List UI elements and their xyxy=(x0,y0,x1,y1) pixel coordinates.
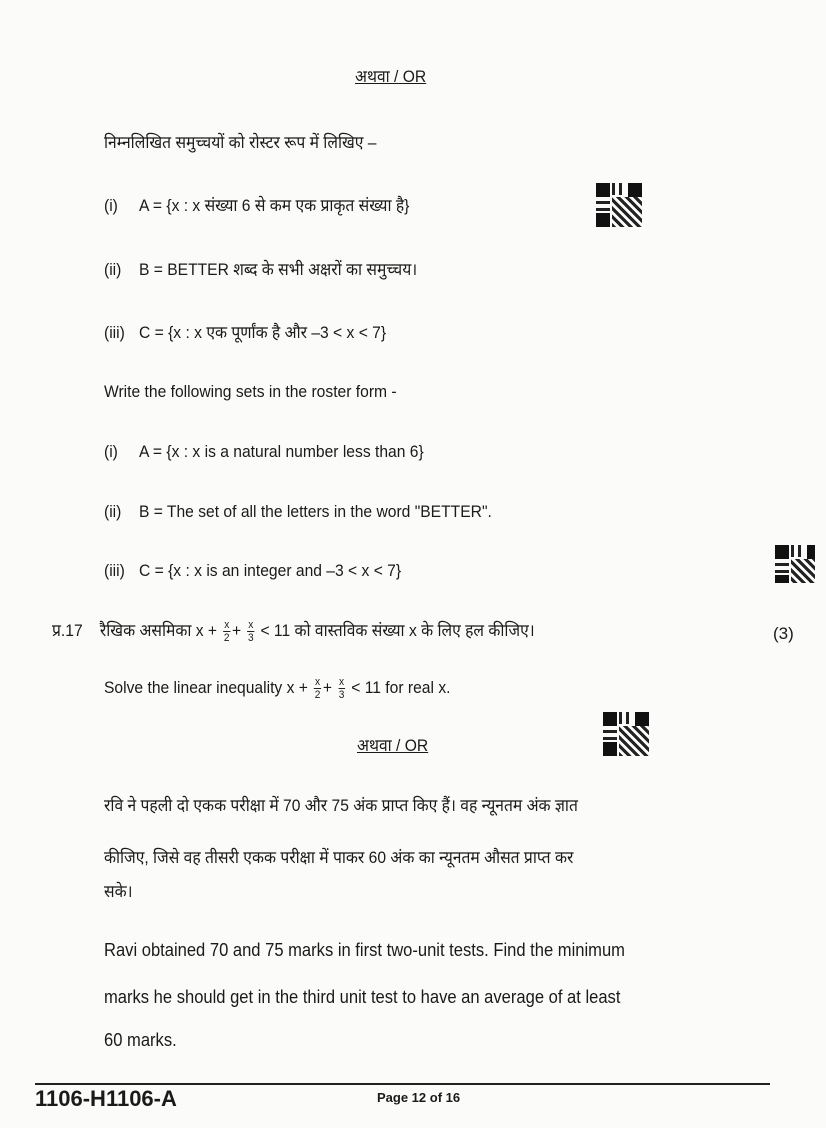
english-item xyxy=(104,442,424,462)
item-number: (iii) xyxy=(104,561,125,580)
page-number: Page 12 of 16 xyxy=(377,1090,461,1105)
footer-divider xyxy=(35,1083,770,1085)
numerator: x xyxy=(248,619,254,632)
question-number: प्र.17 xyxy=(52,621,83,640)
item-text: A = {x : x संख्या 6 से कम एक प्राकृत संख्या है} xyxy=(138,196,410,215)
hindi-item xyxy=(104,320,386,343)
qr-code xyxy=(603,712,649,756)
q17-hindi-text: < 11 को वास्तविक संख्या x के लिए हल कीजिए। xyxy=(260,621,535,640)
fraction xyxy=(314,676,321,701)
fraction xyxy=(338,676,345,701)
denominator: 3 xyxy=(338,689,345,701)
item-number: (i) xyxy=(104,196,118,215)
denominator: 3 xyxy=(247,632,254,645)
item-number: (i) xyxy=(104,442,118,461)
english-intro: Write the following sets in the roster form - xyxy=(104,382,397,401)
item-number: (iii) xyxy=(104,323,125,342)
ravi-hindi-line: कीजिए, जिसे वह तीसरी एकक परीक्षा में पाकर 60 अंक का न्यूनतम औसत प्राप्त कर xyxy=(104,848,574,867)
or-heading: अथवा / OR xyxy=(357,736,429,755)
numerator: x xyxy=(224,619,230,632)
item-text: A = {x : x is a natural number less than 6} xyxy=(138,442,424,461)
q17-hindi-text: रैखिक असमिका x + xyxy=(99,621,218,640)
ravi-hindi-line: रवि ने पहली दो एकक परीक्षा में 70 और 75 अंक प्राप्त किए हैं। वह न्यूनतम अंक ज्ञात xyxy=(104,796,578,815)
question-17-english: Solve the linear inequality x + $\frac{x}{2}$ + $\frac{x}{3}$ < 11 for real x. xyxy=(104,676,451,701)
question-17-hindi: प्र.17 रैखिक असमिका x + $\frac{x}{2}$ + $\frac{x}{3}$ < 11 को वास्तविक संख्या x के लिए हल कीजिए। xyxy=(52,619,535,645)
marks-label: (3) xyxy=(773,624,794,643)
denominator: 2 xyxy=(223,632,230,645)
item-text: C = {x : x एक पूर्णांक है और –3 < x < 7} xyxy=(138,323,387,342)
fraction xyxy=(223,619,230,644)
item-text: B = BETTER शब्द के सभी अक्षरों का समुच्चय। xyxy=(138,260,418,279)
q17-english-text: Solve the linear inequality x + xyxy=(104,677,308,697)
numerator: x xyxy=(314,676,321,688)
or-heading: अथवा / OR xyxy=(355,67,427,86)
item-text: B = The set of all the letters in the word "BETTER". xyxy=(138,502,492,521)
english-item xyxy=(104,502,492,522)
ravi-english-line: 60 marks. xyxy=(104,1030,177,1050)
hindi-intro: निम्नलिखित समुच्चयों को रोस्टर रूप में लिखिए – xyxy=(104,133,377,152)
item-number: (ii) xyxy=(104,260,122,279)
item-number: (ii) xyxy=(104,502,122,521)
denominator: 2 xyxy=(314,689,321,701)
ravi-english-line: Ravi obtained 70 and 75 marks in first two-unit tests. Find the minimum xyxy=(104,940,625,960)
fraction xyxy=(247,619,254,644)
qr-code xyxy=(596,183,642,227)
qr-code xyxy=(775,545,815,583)
hindi-item xyxy=(104,257,417,280)
numerator: x xyxy=(339,676,345,688)
item-text: C = {x : x is an integer and –3 < x < 7} xyxy=(138,561,402,580)
ravi-english-line: marks he should get in the third unit test to have an average of at least xyxy=(104,987,621,1007)
hindi-item xyxy=(104,193,409,216)
q17-english-text: < 11 for real x. xyxy=(351,677,451,697)
english-item xyxy=(104,561,401,581)
ravi-hindi-line: सके। xyxy=(104,882,133,901)
paper-code: 1106-H1106-A xyxy=(35,1086,177,1111)
